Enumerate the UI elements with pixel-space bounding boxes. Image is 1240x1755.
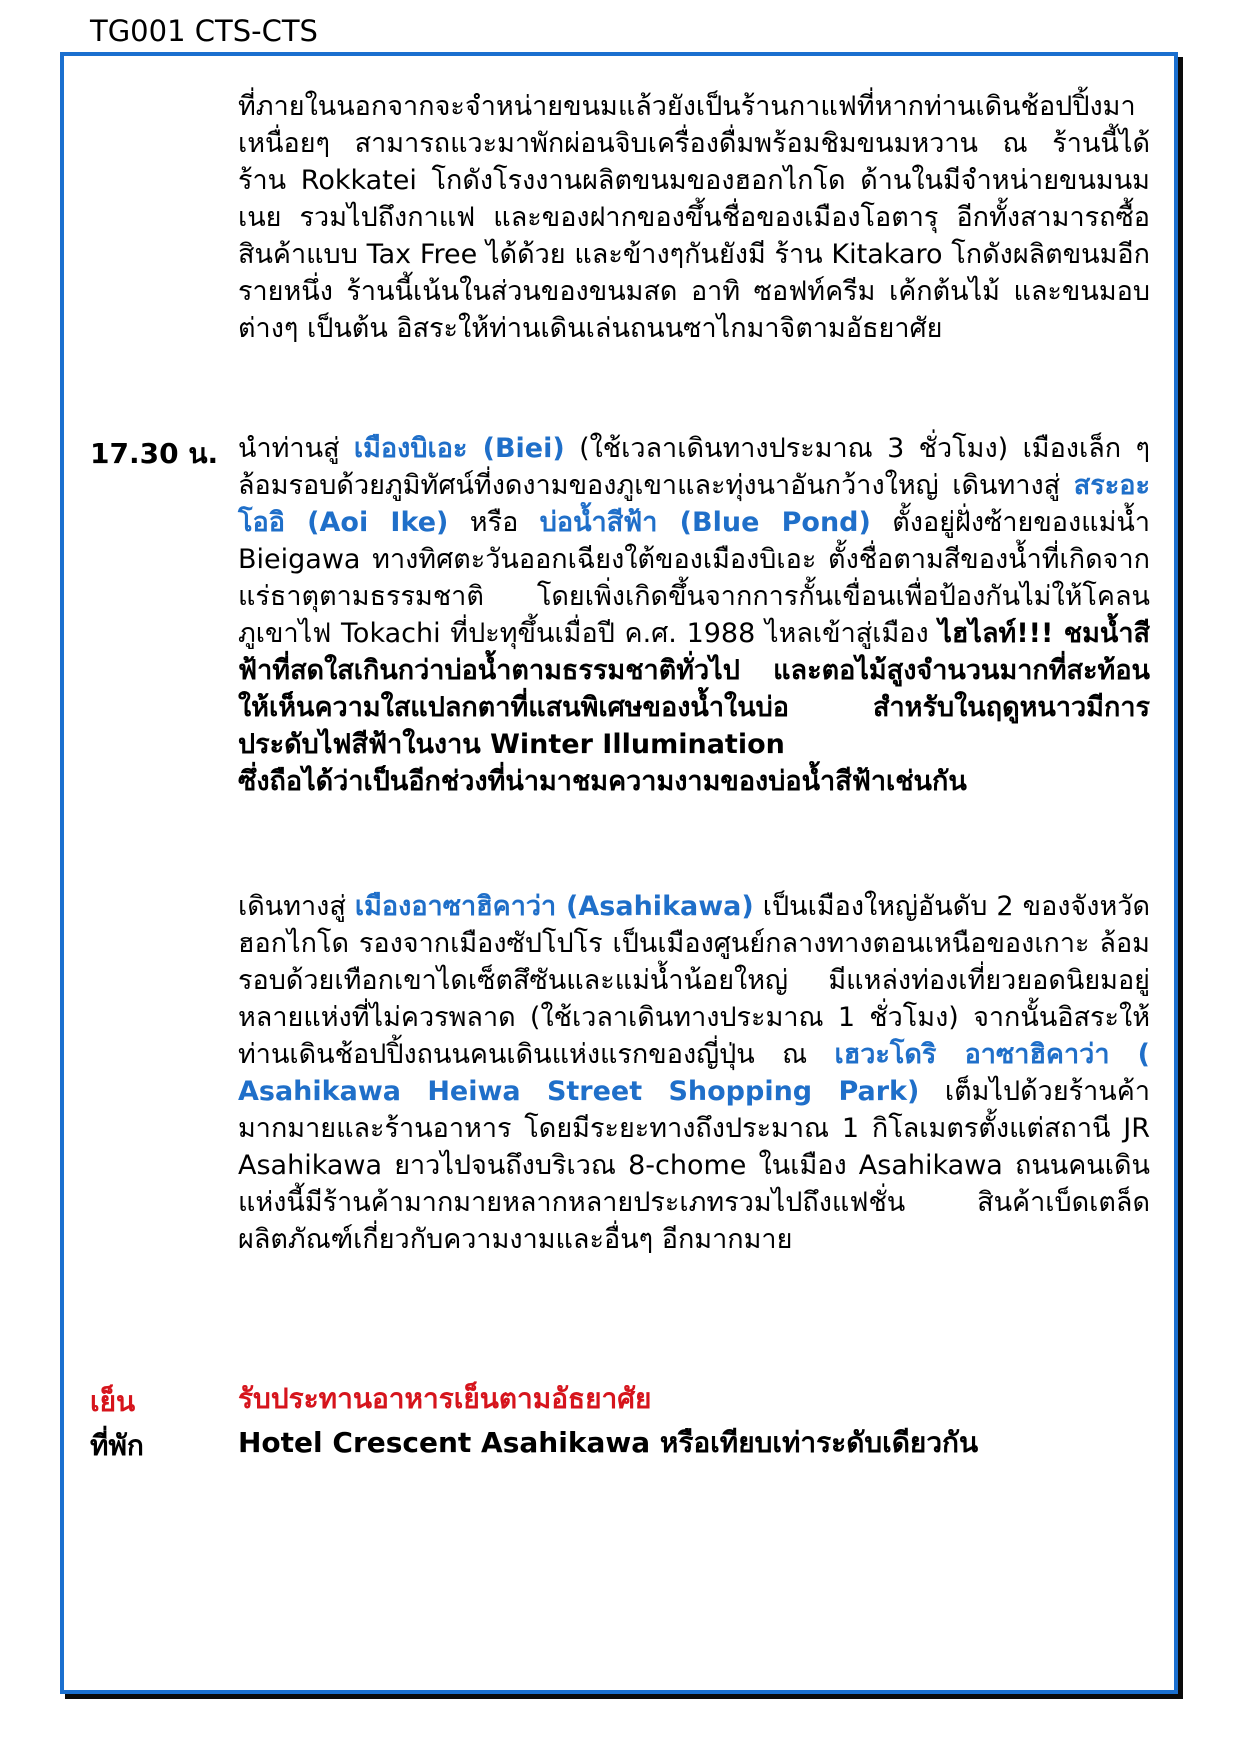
biei-desc-end: ตั้งอยู่ฝั่งซ้ายของแม่น้ำ Bieigawa ทางทิศตะวันออกเฉียงใต้ของเมืองบิเอะ ตั้งชื่อตามสีของน้ำที่เกิดจากแร่ธาตุตามธรรมชาติ โดยเพิ่งเกิดขึ้นจากการกั้นเขื่อนเพื่อป้องกันไม่ให้โคลนภูเขาไฟ Tokachi ที่ปะทุขึ้นเมื่อปี ค.ศ. 1988 ไหลเข้าสู่เมือง [238, 507, 1150, 649]
biei-text [238, 430, 1150, 763]
asahikawa-desc-end: เต็มไปด้วยร้านค้ามากมายและร้านอาหาร โดยมีระยะทางถึงประมาณ 1 กิโลเมตรตั้งแต่สถานี JR Asahikawa ยาวไปจนถึงบริเวณ 8-chome ในเมือง Asahikawa ถนนคนเดินแห่งนี้มีร้านค้ามากมายหลากหลายประเภทรวมไปถึงแฟชั่น สินค้าเบ็ดเตล็ด ผลิตภัณฑ์เกี่ยวกับความงามและอื่นๆ อีกมากมาย [238, 1076, 1150, 1255]
time-label: 17.30 น. [90, 437, 219, 470]
dinner-label: เย็น [90, 1385, 136, 1418]
intro-paragraph [238, 88, 1150, 347]
intro-text: ที่ภายในนอกจากจะจำหน่ายขนมแล้วยังเป็นร้านกาแฟที่หากท่านเดินช้อปปิ้งมาเหนื่อยๆ สามารถแวะมาพักผ่อนจิบเครื่องดื่มพร้อมชิมขนมหวาน ณ ร้านนี้ได้ ร้าน Rokkatei โกดังโรงงานผลิตขนมของฮอกไกโด ด้านในมีจำหน่ายขนมนมเนย รวมไปถึงกาแฟ และของฝากของขึ้นชื่อของเมืองโอตารุ อีกทั้งสามารถซื้อสินค้าแบบ Tax Free ได้ด้วย และข้างๆกันยังมี ร้าน Kitakaro โกดังผลิตขนมอีกรายหนึ่ง ร้านนี้เน้นในส่วนของขนมสด อาทิ ซอฟท์ครีม เค้กต้นไม้ และขนมอบต่างๆ เป็นต้น อิสระให้ท่านเดินเล่นถนนซาไกมาจิตามอัธยาศัย [238, 91, 1150, 344]
place-heiwa-street: เฮวะโดริ อาซาฮิคาว่า ( Asahikawa Heiwa Street Shopping Park) [238, 1039, 1150, 1107]
asahikawa-text [238, 888, 1150, 1258]
tour-code-header: TG001 CTS-CTS [90, 14, 318, 48]
biei-desc: (ใช้เวลาเดินทางประมาณ 3 ชั่วโมง) เมืองเล็ก ๆ ล้อมรอบด้วยภูมิทัศน์ที่งดงามของภูเขาและทุ่งนาอันกว้างใหญ่ เดินทางสู่ [238, 433, 1150, 501]
place-blue-pond: บ่อน้ำสีฟ้า (Blue Pond) [539, 507, 871, 538]
place-aoi-ike: สระอะโออิ (Aoi Ike) [238, 470, 1150, 538]
asahikawa-lead: เดินทางสู่ [238, 891, 355, 922]
hotel-suffix: หรือเทียบเท่าระดับเดียวกัน [650, 1426, 979, 1459]
asahikawa-desc: เป็นเมืองใหญ่อันดับ 2 ของจังหวัดฮอกไกโด รองจากเมืองซัปโปโร เป็นเมืองศูนย์กลางทางตอนเหนือของเกาะ ล้อมรอบด้วยเทือกเขาไดเซ็ตสึซันและแม่น้ำน้อยใหญ่ มีแหล่งท่องเที่ยวยอดนิยมอยู่หลายแห่งที่ไม่ควรพลาด (ใช้เวลาเดินทางประมาณ 1 ชั่วโมง) จากนั้นอิสระให้ท่านเดินช้อปปิ้งถนนคนเดินแห่งแรกของญี่ปุ่น ณ [238, 891, 1150, 1070]
highlight-text-2: ซึ่งถือได้ว่าเป็นอีกช่วงที่น่ามาชมความงามของบ่อน้ำสีฟ้าเช่นกัน [238, 766, 967, 797]
biei-paragraph [238, 430, 1150, 800]
dinner-text: รับประทานอาหารเย็นตามอัธยาศัย [238, 1382, 652, 1415]
highlight-text: ไฮไลท์!!! ชมน้ำสีฟ้าที่สดใสเกินกว่าบ่อน้ำตามธรรมชาติทั่วไป และตอไม้สูงจำนวนมากที่สะท้อนให้เห็นความใสแปลกตาที่แสนพิเศษของน้ำในบ่อ สำหรับในฤดูหนาวมีการประดับไฟสีฟ้าในงาน Winter Illumination [238, 618, 1150, 760]
hotel-text [238, 1424, 1150, 1461]
place-biei: เมืองบิเอะ (Biei) [353, 433, 565, 464]
biei-lead: นำท่านสู่ [238, 433, 354, 464]
or-text: หรือ [448, 507, 540, 538]
hotel-name: Hotel Crescent Asahikawa [238, 1426, 651, 1459]
place-asahikawa: เมืองอาซาฮิคาว่า (Asahikawa) [354, 891, 754, 922]
asahikawa-paragraph [238, 888, 1150, 1258]
hotel-label: ที่พัก [90, 1429, 144, 1462]
